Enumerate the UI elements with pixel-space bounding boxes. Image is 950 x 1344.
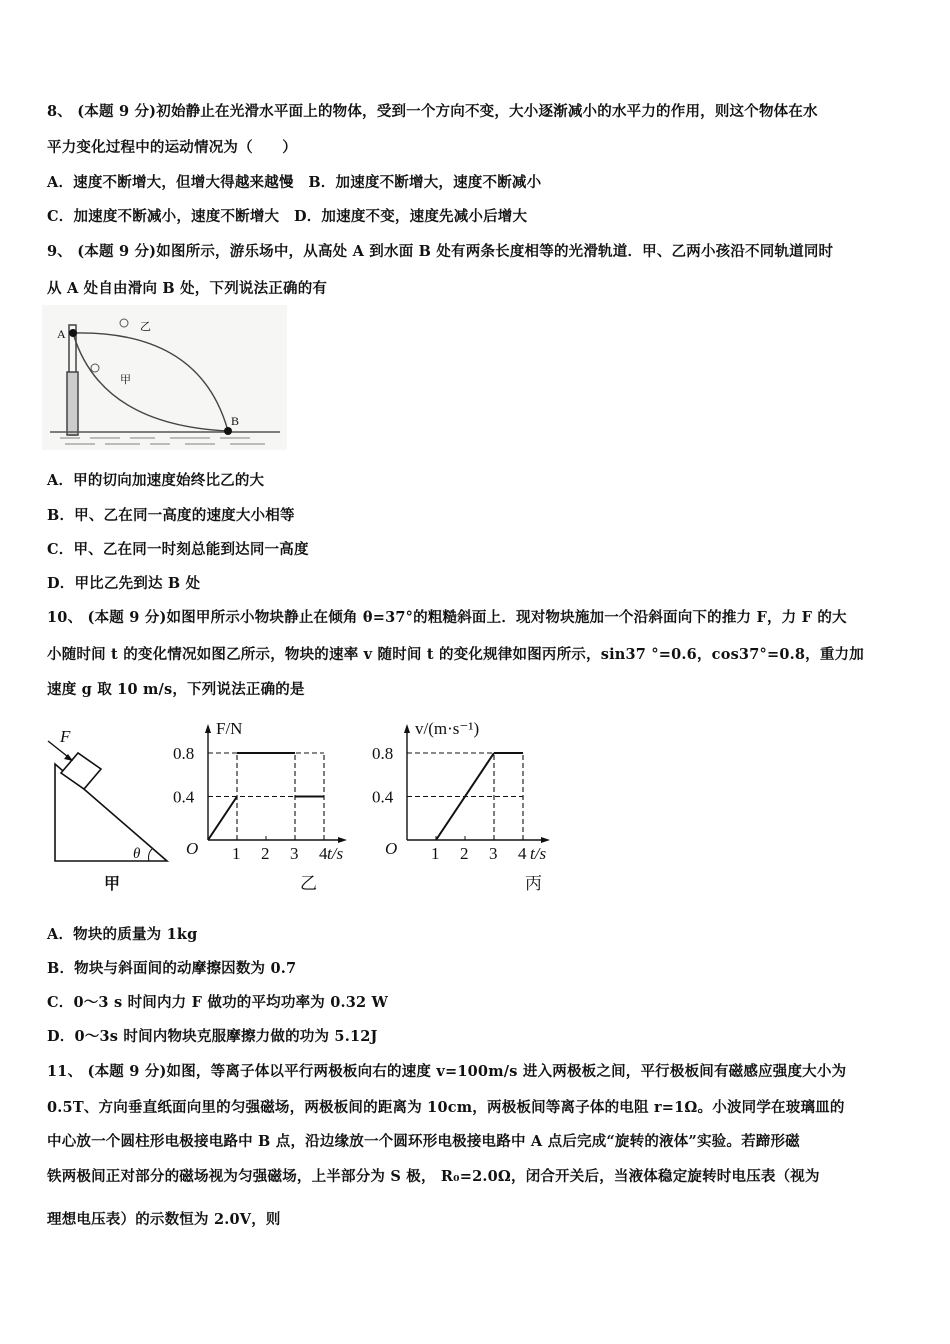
- q9-option-b: B．甲、乙在同一高度的速度大小相等: [47, 507, 295, 524]
- q11-stem-line1: 11、 (本题 9 分)如图，等离子体以平行两极板向右的速度 v=100m/s 进入两极板之间，平行极板间有磁感应强度大小为: [47, 1063, 847, 1080]
- origin-label: O: [385, 839, 398, 858]
- tower-base: [67, 372, 78, 435]
- q9-slide-figure: [42, 305, 287, 450]
- q9-option-a: A．甲的切向加速度始终比乙的大: [47, 472, 265, 489]
- y-tick-label: 0.4: [372, 787, 394, 807]
- angle-arc: [148, 849, 152, 861]
- x-tick-label: 3: [489, 844, 498, 863]
- force-time-chart: [173, 719, 347, 893]
- q11-stem-line5: 理想电压表）的示数恒为 2.0V，则: [47, 1211, 281, 1228]
- velocity-time-chart: [372, 719, 550, 893]
- q9-stem-line1: 9、 (本题 9 分)如图所示，游乐场中，从高处 A 到水面 B 处有两条长度相等的光滑轨道．甲、乙两小孩沿不同轨道同时: [47, 243, 834, 260]
- data-segment: [208, 797, 237, 841]
- point-a: [69, 329, 77, 337]
- q10-option-d: D．0～3s 时间内物块克服摩擦力做的功为 5.12J: [47, 1028, 378, 1045]
- q11-stem-line2: 0.5T、方向垂直纸面向里的匀强磁场，两极板间的距离为 10cm，两极板间等离子体的电阻 r=1Ω。小波同学在玻璃皿的: [47, 1099, 845, 1116]
- q10-option-a: A．物块的质量为 1kg: [47, 926, 198, 943]
- q8-stem-line2: 平力变化过程中的运动情况为（ ）: [47, 139, 297, 156]
- incline-figure: [48, 727, 167, 893]
- force-label: F: [60, 727, 71, 746]
- origin-label: O: [186, 839, 199, 858]
- label-yi: 乙: [140, 321, 151, 333]
- angle-label: θ: [133, 846, 141, 862]
- y-tick-label: 0.8: [173, 744, 195, 763]
- q9-option-d: D．甲比乙先到达 B 处: [47, 575, 201, 592]
- y-tick-label: 0.8: [372, 744, 394, 763]
- chart-caption: 丙: [525, 874, 542, 893]
- q10-stem-line2: 小随时间 t 的变化情况如图乙所示，物块的速率 v 随时间 t 的变化规律如图丙所示，sin37 °=0.6，cos37°=0.8，重力加: [47, 646, 864, 663]
- x-axis-arrow: [338, 837, 347, 843]
- q8-stem-line1: 8、 (本题 9 分)初始静止在光滑水平面上的物体，受到一个方向不变，大小逐渐减小的水平力的作用，则这个物体在水: [47, 103, 818, 120]
- y-axis-arrow: [404, 724, 410, 733]
- q11-stem-line4: 铁两极间正对部分的磁场视为匀强磁场，上半部分为 S 极， R₀=2.0Ω，闭合开关后，当液体稳定旋转时电压表（视为: [47, 1168, 820, 1185]
- label-jia: 甲: [120, 374, 131, 386]
- y-axis-label: v/(m·s⁻¹): [415, 719, 480, 738]
- chart-caption: 乙: [300, 874, 317, 893]
- x-tick-label: 3: [290, 844, 299, 863]
- x-tick-label: 4: [319, 844, 328, 863]
- q11-stem-line3: 中心放一个圆柱形电极接电路中 B 点，沿边缘放一个圆环形电极接电路中 A 点后完成“旋转的液体”实验。若蹄形磁: [47, 1133, 800, 1150]
- x-tick-label: 1: [232, 844, 241, 863]
- q10-stem-line3: 速度 g 取 10 m/s，下列说法正确的是: [47, 681, 305, 698]
- x-axis-label: t/s: [530, 844, 547, 863]
- q8-options-ab: A．速度不断增大，但增大得越来越慢 B．加速度不断增大，速度不断减小: [47, 174, 542, 191]
- caption-jia: 甲: [104, 876, 121, 893]
- x-tick-label: 2: [261, 844, 270, 863]
- q9-option-c: C．甲、乙在同一时刻总能到达同一高度: [47, 541, 309, 558]
- label-a: A: [57, 327, 66, 341]
- x-tick-label: 2: [460, 844, 469, 863]
- x-tick-label: 4: [518, 844, 527, 863]
- y-axis-arrow: [205, 724, 211, 733]
- y-tick-label: 0.4: [173, 787, 195, 807]
- q8-options-cd: C．加速度不断减小，速度不断增大 D．加速度不变，速度先减小后增大: [47, 208, 528, 225]
- q10-option-c: C．0～3 s 时间内力 F 做功的平均功率为 0.32 W: [47, 994, 389, 1011]
- q9-stem-line2: 从 A 处自由滑向 B 处，下列说法正确的有: [47, 280, 328, 297]
- x-tick-label: 1: [431, 844, 440, 863]
- label-b: B: [231, 414, 240, 428]
- point-b: [224, 427, 232, 435]
- y-axis-label: F/N: [216, 719, 243, 738]
- x-axis-arrow: [541, 837, 550, 843]
- x-axis-label: t/s: [327, 844, 344, 863]
- data-segment: [436, 753, 494, 840]
- q10-stem-line1: 10、 (本题 9 分)如图甲所示小物块静止在倾角 θ=37°的粗糙斜面上．现对物块施加一个沿斜面向下的推力 F，力 F 的大: [47, 609, 847, 626]
- q10-option-b: B．物块与斜面间的动摩擦因数为 0.7: [47, 960, 297, 977]
